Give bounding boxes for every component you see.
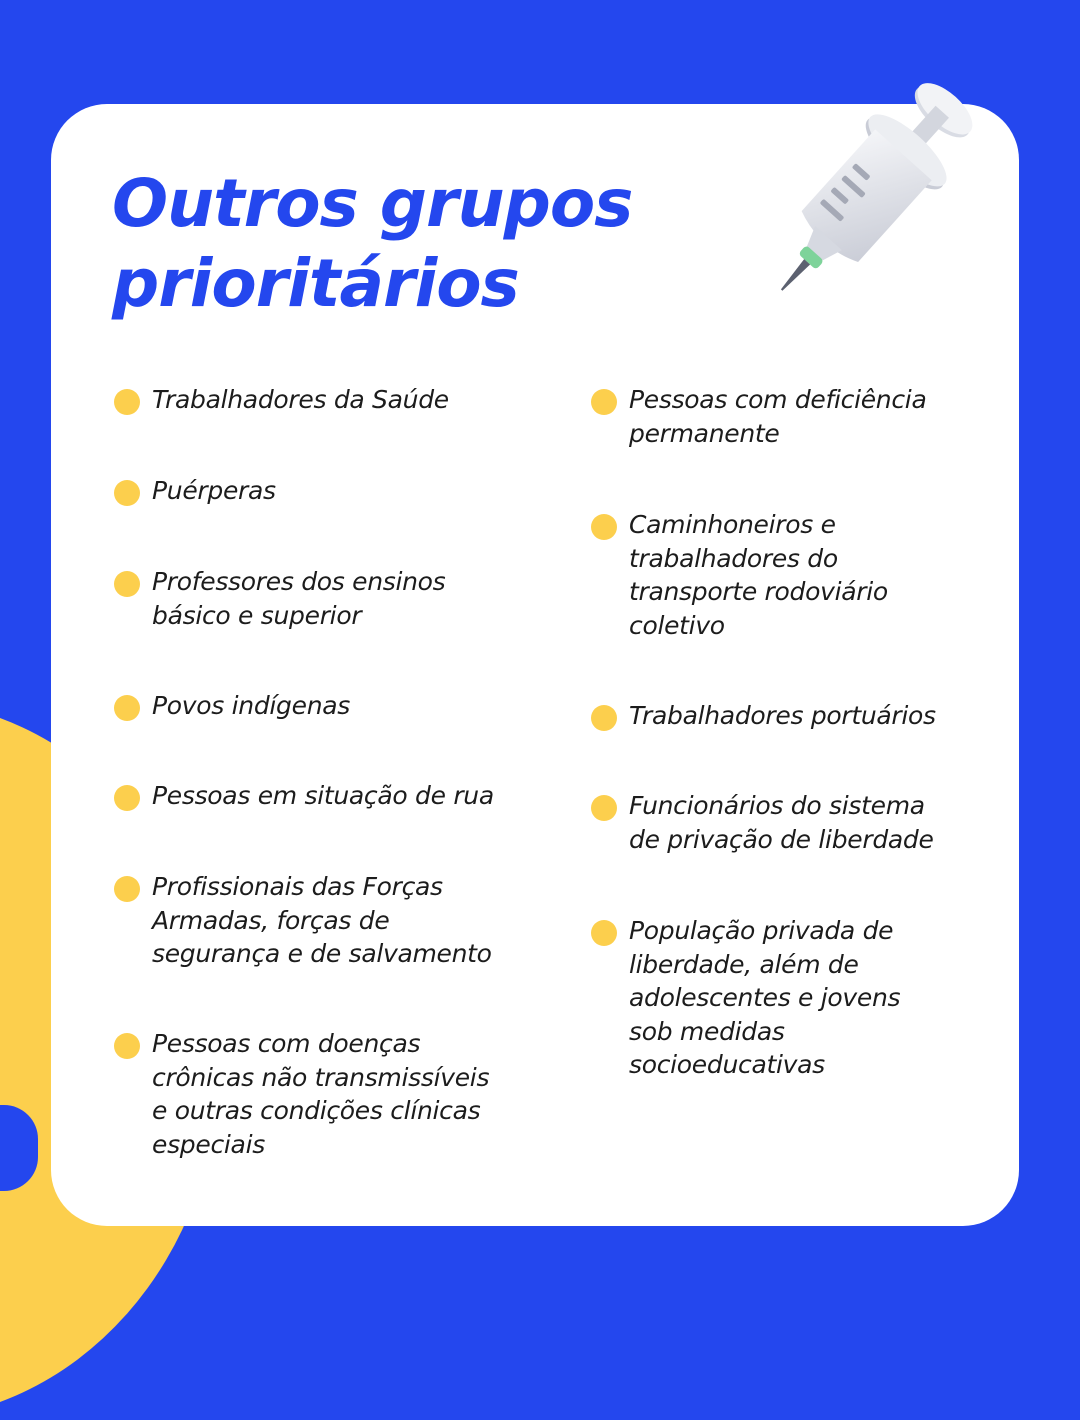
bullet-dot-icon <box>114 785 140 811</box>
list-item-text <box>629 699 936 733</box>
list-item-line: crônicas não transmissíveis <box>152 1062 490 1092</box>
list-item-line: de privação de liberdade <box>629 824 934 854</box>
list-item-line: permanente <box>629 418 780 448</box>
list-item-line: Puérperas <box>152 476 276 505</box>
list-item-line: Povos indígenas <box>152 691 350 720</box>
list-item-line: População privada de <box>629 916 894 945</box>
list-item-text <box>152 383 449 417</box>
bullet-dot-icon <box>114 876 140 902</box>
bullet-dot-icon <box>591 795 617 821</box>
list-item <box>114 870 492 971</box>
list-item-line: socioeducativas <box>629 1050 825 1079</box>
title-line-1: Outros grupos <box>112 165 633 242</box>
list-item-line: trabalhadores do <box>629 543 838 573</box>
list-item <box>591 508 888 642</box>
list-item-line: básico e superior <box>152 600 362 630</box>
list-item-text <box>629 789 934 856</box>
list-item-text <box>152 1027 489 1161</box>
list-item <box>114 779 494 813</box>
list-item-text <box>152 870 492 971</box>
list-item-line: especiais <box>152 1129 265 1159</box>
bullet-dot-icon <box>591 514 617 540</box>
list-item-line: liberdade, além de <box>629 949 859 979</box>
list-item-text <box>152 565 445 632</box>
list-item-line: Profissionais das Forças <box>152 872 443 901</box>
list-item-text <box>152 779 494 813</box>
list-item-line: Pessoas em situação de rua <box>152 781 494 810</box>
list-item-line: Caminhoneiros e <box>629 510 836 539</box>
bullet-dot-icon <box>591 920 617 946</box>
list-item-line: Funcionários do sistema <box>629 791 925 820</box>
list-item <box>114 689 350 723</box>
bullet-dot-icon <box>591 389 617 415</box>
list-item-line: Pessoas com doenças <box>152 1029 421 1058</box>
bullet-dot-icon <box>114 480 140 506</box>
list-item <box>114 474 276 508</box>
list-item-line: sob medidas <box>629 1016 785 1046</box>
list-item <box>591 699 936 733</box>
list-item <box>591 789 934 856</box>
list-item-line: coletivo <box>629 610 725 640</box>
bullet-dot-icon <box>591 705 617 731</box>
list-item <box>591 914 900 1082</box>
list-item-text <box>629 508 888 642</box>
list-item-line: Armadas, forças de <box>152 905 390 935</box>
syringe-icon <box>740 62 1000 322</box>
list-item-line: segurança e de salvamento <box>152 939 492 968</box>
list-item-text <box>152 689 350 723</box>
title-line-2: prioritários <box>112 245 519 322</box>
list-item-line: Pessoas com deficiência <box>629 385 927 414</box>
bullet-dot-icon <box>114 1033 140 1059</box>
list-item-line: Trabalhadores portuários <box>629 701 936 730</box>
bullet-dot-icon <box>114 389 140 415</box>
list-item-text <box>629 383 926 450</box>
list-item-line: Professores dos ensinos <box>152 567 446 596</box>
list-item-text <box>629 914 900 1082</box>
list-item-line: Trabalhadores da Saúde <box>152 385 449 414</box>
list-item <box>114 1027 489 1161</box>
page-title <box>112 164 732 324</box>
bullet-dot-icon <box>114 695 140 721</box>
list-item-line: adolescentes e jovens <box>629 983 901 1012</box>
list-item <box>114 565 445 632</box>
list-item-text <box>152 474 276 508</box>
list-item <box>114 383 449 417</box>
list-item-line: e outras condições clínicas <box>152 1096 481 1125</box>
bullet-dot-icon <box>114 571 140 597</box>
list-item <box>591 383 926 450</box>
list-item-line: transporte rodoviário <box>629 577 888 606</box>
